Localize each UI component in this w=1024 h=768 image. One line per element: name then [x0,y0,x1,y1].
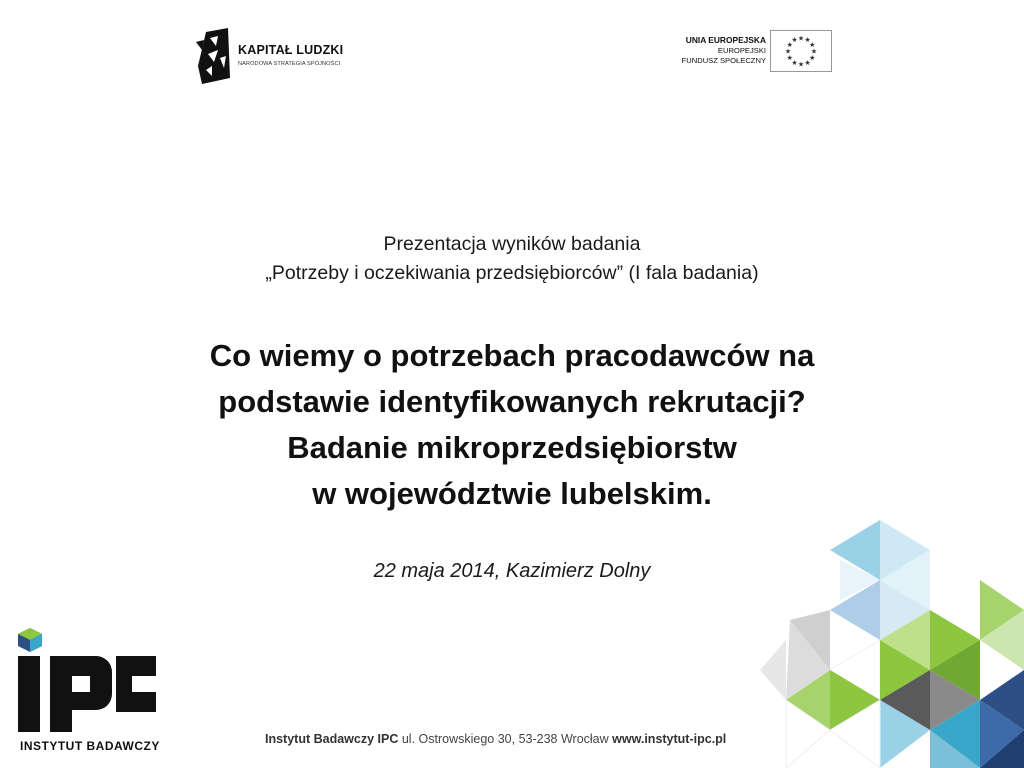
title-line-2: podstawie identyfikowanych rekrutacji? [218,384,806,419]
eu-star-icon: ★ [786,42,793,49]
triangle-pattern-decoration [760,520,1024,768]
footer-institute: Instytut Badawczy IPC [265,732,399,746]
kapital-ludzki-subtitle: NARODOWA STRATEGIA SPÓJNOŚCI [238,61,341,67]
eu-star-icon: ★ [797,35,805,43]
kapital-ludzki-title: KAPITAŁ LUDZKI [238,43,344,57]
subtitle-line-1: Prezentacja wyników badania [383,233,641,255]
presentation-subtitle [0,230,1024,288]
title-line-3: Badanie mikroprzedsiębiorstw [287,430,737,465]
footer-address: ul. Ostrowskiego 30, 53-238 Wrocław [401,732,609,746]
eu-star-icon: ★ [786,55,793,62]
subtitle-line-2: „Potrzeby i oczekiwania przedsiębiorców” (I fala badania) [265,262,759,284]
eu-star-icon: ★ [804,37,811,45]
title-line-1: Co wiemy o potrzebach pracodawców na [209,338,815,373]
eu-star-icon: ★ [784,48,792,56]
kapital-ludzki-logo [196,28,366,84]
eu-star-icon: ★ [791,37,798,45]
eu-star-icon: ★ [809,55,816,62]
eu-flag-icon [770,30,832,72]
eu-star-icon: ★ [804,59,811,67]
eu-line-3: FUNDUSZ SPOŁECZNY [681,56,766,65]
ipc-name: INSTYTUT BADAWCZY [20,739,160,753]
footer [265,732,726,746]
eu-line-2: EUROPEJSKI [717,46,766,55]
eu-star-icon: ★ [810,48,818,56]
presentation-title [0,333,1024,517]
eu-star-icon: ★ [809,42,816,49]
eu-line-1: UNIA EUROPEJSKA [685,35,766,45]
ipc-brand-icon [10,622,160,738]
kapital-ludzki-emblem-icon [196,28,232,84]
eu-logo-text [682,35,766,66]
eu-logo [650,30,832,74]
ipc-logo [10,622,170,762]
footer-website[interactable]: www.instytut-ipc.pl [612,732,727,746]
eu-star-icon: ★ [791,59,798,67]
eu-star-icon: ★ [797,61,805,69]
presentation-date: 22 maja 2014, Kazimierz Dolny [373,560,651,582]
title-line-4: w województwie lubelskim. [312,476,712,511]
